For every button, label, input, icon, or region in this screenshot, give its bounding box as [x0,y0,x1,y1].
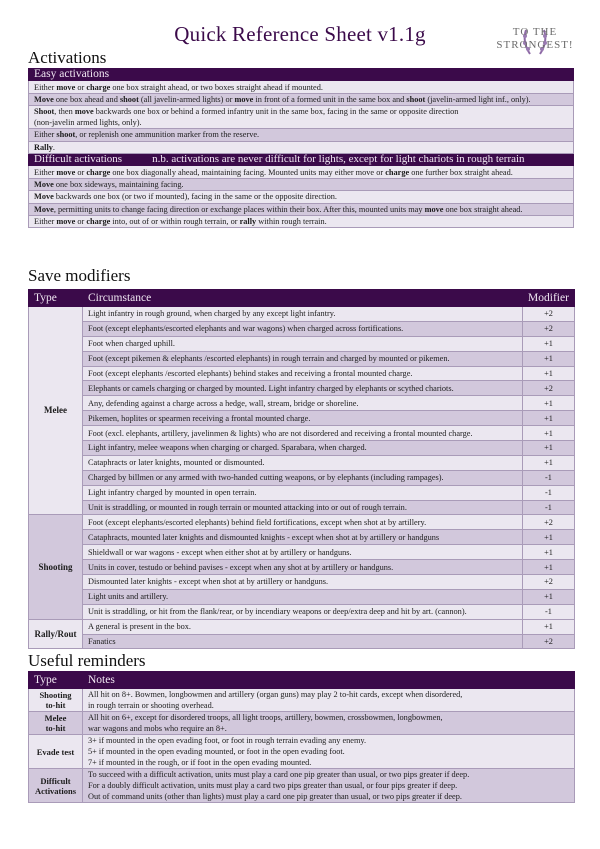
modifier-value-cell: +2 [523,381,575,396]
activation-text [29,191,574,203]
modifier-value-cell: +2 [523,634,575,649]
circumstance-cell: Foot (except pikemen & elephants /escorted elephants) in rough terrain and charged by mounted or pikemen. [83,351,523,366]
save-modifier-row [29,366,575,381]
reminder-type-cell [29,735,83,769]
reminder-note-line: To succeed with a difficult activation, units must play a card one pip greater than usual, or two pips greater if deep. [88,770,470,779]
bold-keyword: charge [86,82,111,92]
circumstance-cell: Light infantry charged by mounted in open terrain. [83,485,523,500]
column-header-notes: Notes [83,672,575,689]
bold-keyword: Rally [34,142,53,152]
activation-text [29,81,574,93]
reminder-type-cell [29,712,83,735]
bold-keyword: Move [34,179,54,189]
reminder-notes-cell [83,769,575,803]
save-modifier-row [29,411,575,426]
save-modifier-row [29,485,575,500]
save-modifiers-header-row [29,290,575,307]
circumstance-cell: Light infantry in rough ground, when charged by any except light infantry. [83,307,523,322]
reminder-notes-cell [83,735,575,769]
bold-keyword: move [56,217,76,227]
save-modifier-row [29,351,575,366]
bold-keyword: move [56,167,76,177]
circumstance-cell: Foot (except elephants/escorted elephants) behind field fortifications, except when shot at by artillery. [83,515,523,530]
activation-text [29,215,574,227]
difficult-activation-row [29,178,574,190]
bold-keyword: shoot [56,130,76,140]
text-segment: , permitting units to change facing direction or exchange places within their box. After this, mounted units may [53,204,425,214]
activation-text [29,129,574,141]
column-header-modifier: Modifier [523,290,575,307]
reminder-type-line: Evade test [36,746,75,757]
save-modifier-row [29,575,575,590]
reminder-note-line: 7+ if mounted in the rough, or if foot in the open evading mounted. [88,758,312,767]
save-modifier-row [29,396,575,411]
bold-keyword: shoot [406,94,426,104]
page-title: Quick Reference Sheet v1.1g [174,22,426,46]
circumstance-cell: A general is present in the box. [83,619,523,634]
difficult-activation-row [29,166,574,178]
useful-reminders-heading: Useful reminders [28,651,146,670]
modifier-type-cell: Shooting [29,515,83,619]
bold-keyword: charge [385,167,410,177]
activations-table [28,68,574,228]
reminder-type-line: to-hit [45,723,66,733]
bold-keyword: move [234,94,254,104]
reminder-note-line: For a doubly difficult activation, units must play a card two pips greater than usual, or four pips greater if deep. [88,781,458,790]
bold-keyword: Move [34,192,54,202]
difficult-activation-row [29,203,574,215]
circumstance-cell: Cataphracts, mounted later knights and dismounted knights - except when shot at by artillery or handguns [83,530,523,545]
easy-activation-row [29,106,574,129]
save-modifier-row [29,589,575,604]
activation-text [29,203,574,215]
activation-text [29,166,574,178]
easy-activations-header [29,69,574,81]
reminder-row [29,689,575,712]
activation-text [29,141,574,153]
reminder-notes-cell [83,712,575,735]
reminder-note-line: Out of command units (other than lights) must play a card one pip greater than usual, or two pips greater if deep. [88,792,462,801]
circumstance-cell: Light infantry, melee weapons when charging or charged. Sparabara, when charged. [83,441,523,456]
save-modifier-row [29,515,575,530]
circumstance-cell: Elephants or camels charging or charged by mounted. Light infantry charged by elephants or scythed chariots. [83,381,523,396]
difficult-activations-note: n.b. activations are never difficult for lights, except for light chariots in rough terrain [152,153,525,166]
circumstance-cell: Cataphracts or later knights, mounted or dismounted. [83,455,523,470]
text-segment: . [52,142,55,152]
modifier-value-cell: +1 [523,530,575,545]
reminder-note-line: All hit on 8+. Bowmen, longbowmen and artillery (organ guns) may play 2 to-hit cards, except when disordered, [88,690,463,699]
easy-activation-row [29,93,574,105]
bold-keyword: Move [34,204,54,214]
modifier-value-cell: +2 [523,515,575,530]
activation-text [29,93,574,105]
modifier-type-cell: Melee [29,307,83,515]
circumstance-cell: Any, defending against a charge across a hedge, wall, stream, bridge or shoreline. [83,396,523,411]
save-modifier-row [29,619,575,634]
circumstance-cell: Dismounted later knights - except when shot at by artillery or handguns. [83,575,523,590]
save-modifiers-table [28,289,575,649]
save-modifier-row [29,604,575,619]
text-segment: one box ahead and [53,94,120,104]
column-header-type: Type [29,672,83,689]
save-modifier-row [29,426,575,441]
save-modifier-row [29,634,575,649]
reminder-note-line: in rough terrain or shooting overhead. [88,701,214,710]
logo-line-2: STRONGEST! [496,39,574,51]
bold-keyword: charge [86,217,111,227]
column-header-type: Type [29,290,83,307]
bold-keyword: Move [34,94,54,104]
bold-keyword: Shoot [34,107,55,117]
modifier-value-cell: +1 [523,351,575,366]
text-segment: or [75,167,87,177]
modifier-value-cell: +2 [523,321,575,336]
reminder-type-line: Shooting [39,690,72,700]
circumstance-cell: Fanatics [83,634,523,649]
modifier-value-cell: +2 [523,575,575,590]
easy-activations-title: Easy activations [29,69,574,81]
text-segment: Either [34,82,57,92]
modifier-value-cell: +2 [523,307,575,322]
reminder-row [29,735,575,769]
reminder-note-line: 3+ if mounted in the open evading foot, or foot in rough terrain evading any enemy. [88,736,367,745]
modifier-value-cell: +1 [523,366,575,381]
save-modifier-row [29,500,575,515]
easy-activation-row [29,129,574,141]
modifier-value-cell: -1 [523,470,575,485]
save-modifier-row [29,470,575,485]
modifier-value-cell: +1 [523,396,575,411]
modifier-value-cell: +1 [523,455,575,470]
reminder-type-cell [29,769,83,803]
difficult-activations-title: Difficult activations [34,153,123,166]
easy-activation-row [29,141,574,153]
easy-activation-row [29,81,574,93]
modifier-type-cell: Rally/Rout [29,619,83,649]
reminder-note-line: 5+ if mounted in the open evading mounted, or foot in the open evading foot. [88,747,345,756]
save-modifier-row [29,307,575,322]
circumstance-cell: Light units and artillery. [83,589,523,604]
bold-keyword: move [424,204,444,214]
save-modifier-row [29,530,575,545]
text-segment: (non-javelin armed lights, only). [34,118,142,128]
reminder-note-line: war wagons and mobs who require an 8+. [88,724,227,733]
text-segment: , then [54,107,75,117]
circumstance-cell: Pikemen, hoplites or spearmen receiving a frontal mounted charge. [83,411,523,426]
bold-keyword: move [56,82,76,92]
text-segment: backwards one box (or two if mounted), facing in the same or the opposite direction. [53,192,337,202]
column-header-circumstance: Circumstance [83,290,523,307]
difficult-activation-row [29,191,574,203]
activation-text [29,106,574,129]
text-segment: Either [34,130,57,140]
useful-reminders-table [28,671,575,803]
difficult-activations-header [29,153,574,165]
text-segment: Either [34,167,57,177]
circumstance-cell: Units in cover, testudo or behind pavises - except when any shot at by artillery or handguns. [83,560,523,575]
modifier-value-cell: +1 [523,336,575,351]
modifier-value-cell: +1 [523,560,575,575]
text-segment: Either [34,217,57,227]
text-segment: into, out of or within rough terrain, or [110,217,240,227]
reminder-type-cell [29,689,83,712]
reminder-type-line: Melee [44,713,67,723]
modifier-value-cell: -1 [523,604,575,619]
circumstance-cell: Foot (excl. elephants, artillery, javelinmen & lights) who are not disordered and receiving a frontal mounted charge. [83,426,523,441]
save-modifier-row [29,560,575,575]
bold-keyword: charge [86,167,111,177]
circumstance-cell: Charged by billmen or any armed with two-handed cutting weapons, or by elephants (including rampages). [83,470,523,485]
modifier-value-cell: +1 [523,426,575,441]
modifier-value-cell: -1 [523,485,575,500]
modifier-value-cell: -1 [523,500,575,515]
text-segment: one further box straight ahead. [409,167,513,177]
circumstance-cell: Unit is straddling, or hit from the flank/rear, or by incendiary weapons or deep/extra deep and hit by art. (cannon). [83,604,523,619]
modifier-value-cell: +1 [523,545,575,560]
reminder-row [29,712,575,735]
circumstance-cell: Unit is straddling, or mounted in rough terrain or mounted attacking into or out of rough terrain. [83,500,523,515]
circumstance-cell: Foot (except elephants /escorted elephants) behind stakes and receiving a frontal mounted charge. [83,366,523,381]
bold-keyword: rally [239,217,257,227]
modifier-value-cell: +1 [523,619,575,634]
reminder-row [29,769,575,803]
text-segment: one box sideways, maintaining facing. [53,179,184,189]
logo-line-1: TO THE [512,26,558,38]
save-modifier-row [29,455,575,470]
bold-keyword: move [74,107,94,117]
difficult-activation-row [29,215,574,227]
save-modifier-row [29,321,575,336]
save-modifier-row [29,545,575,560]
text-segment: or [75,82,87,92]
text-segment: or [75,217,87,227]
reminder-type-line: to-hit [45,700,66,710]
text-segment: within rough terrain. [256,217,327,227]
circumstance-cell: Foot when charged uphill. [83,336,523,351]
text-segment: backwards one box or behind a formed infantry unit in the same box, facing in the same or opposite direction [93,107,459,117]
save-modifier-row [29,441,575,456]
circumstance-cell: Foot (except elephants/escorted elephants and war wagons) when charged across fortifications. [83,321,523,336]
text-segment: (javelin-armed light inf., only). [425,94,531,104]
modifier-value-cell: +1 [523,441,575,456]
to-the-strongest-logo [490,26,580,58]
text-segment: one box diagonally ahead, maintaining facing. Mounted units may either move or [110,167,386,177]
text-segment: one box straight ahead. [443,204,523,214]
reminder-type-line: Activations [34,785,77,796]
circumstance-cell: Shieldwall or war wagons - except when either shot at by artillery or handguns. [83,545,523,560]
text-segment: , or replenish one ammunition marker from the reserve. [75,130,260,140]
reminder-type-line: Difficult [40,775,71,786]
activations-heading: Activations [28,48,107,67]
text-segment: (all javelin-armed lights) or [138,94,235,104]
reminder-notes-cell [83,689,575,712]
modifier-value-cell: +1 [523,411,575,426]
reminders-header-row [29,672,575,689]
save-modifier-row [29,381,575,396]
activation-text [29,178,574,190]
difficult-activations-header-cell [29,153,574,165]
save-modifiers-heading: Save modifiers [28,266,131,285]
reminder-note-line: All hit on 6+, except for disordered troops, all light troops, artillery, bowmen, crossbowmen, longbowmen, [88,713,443,722]
bold-keyword: shoot [119,94,139,104]
text-segment: one box straight ahead, or two boxes straight ahead if mounted. [110,82,323,92]
modifier-value-cell: +1 [523,589,575,604]
save-modifier-row [29,336,575,351]
text-segment: in front of a formed unit in the same box and [253,94,407,104]
